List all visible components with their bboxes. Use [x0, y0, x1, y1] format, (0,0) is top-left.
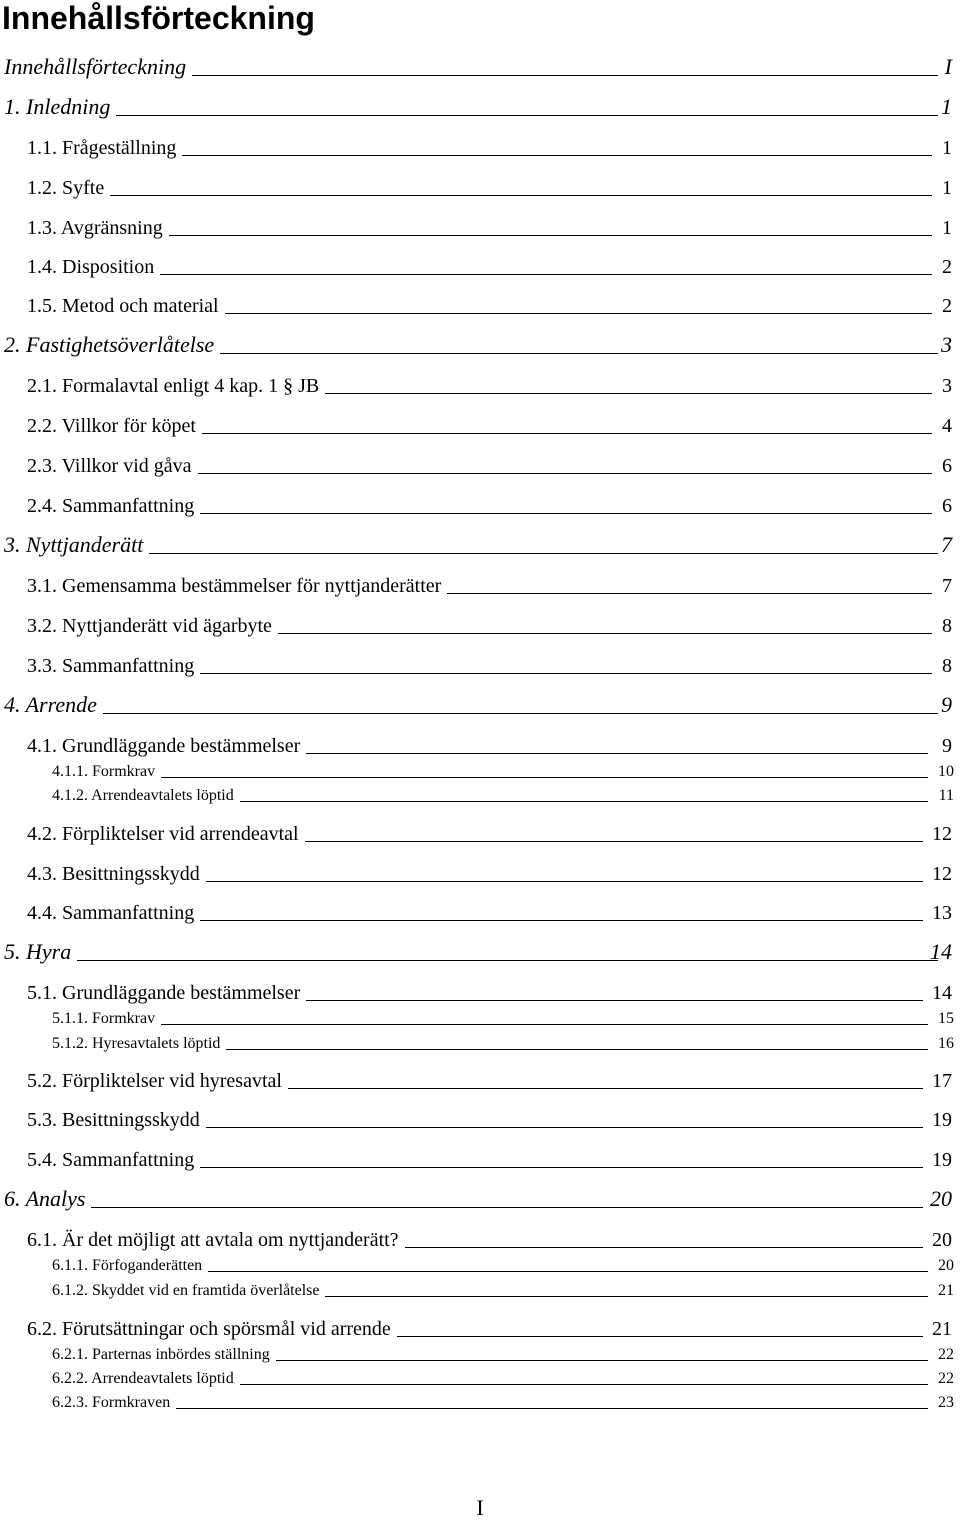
toc-leader-line [91, 1207, 923, 1208]
toc-entry-label: 4.3. Besittningsskydd [27, 863, 200, 885]
toc-entry[interactable] [0, 1389, 960, 1411]
toc-entry-page: I [944, 54, 952, 79]
toc-leader-line [305, 841, 923, 842]
toc-entry-label: 2.1. Formalavtal enligt 4 kap. 1 § JB [27, 375, 320, 397]
toc-leader-line [200, 1167, 923, 1168]
toc-leader-line [447, 593, 932, 594]
toc-entry-page: 15 [938, 1010, 954, 1027]
toc-leader-line [306, 753, 928, 754]
toc-entry-page: 14 [932, 982, 952, 1004]
toc-entry[interactable] [0, 249, 960, 277]
toc-leader-line [160, 274, 932, 275]
toc-leader-line [225, 313, 932, 314]
toc-entry[interactable] [0, 782, 960, 804]
toc-leader-line [200, 513, 932, 514]
toc-entry-page: 9 [941, 692, 952, 717]
toc-leader-line [240, 801, 928, 802]
toc-entry[interactable] [0, 130, 960, 158]
toc-entry[interactable] [0, 368, 960, 396]
toc-entry-label: 5.4. Sammanfattning [27, 1149, 195, 1171]
toc-entry-page: 21 [932, 1318, 952, 1340]
toc-entry-label: 6.2.2. Arrendeavtalets löptid [52, 1370, 234, 1387]
toc-leader-line [149, 553, 938, 554]
toc-entry-page: 11 [938, 787, 954, 804]
toc-entry-page: 14 [930, 939, 952, 964]
toc-entry-page: 1 [942, 217, 952, 239]
toc-entry[interactable] [0, 856, 960, 884]
toc-entry-page: 22 [938, 1370, 954, 1387]
toc-entry-label: 5.2. Förpliktelser vid hyresavtal [27, 1070, 282, 1092]
toc-leader-line [200, 673, 932, 674]
toc-entry-label: 4.1.2. Arrendeavtalets löptid [52, 787, 234, 804]
toc-leader-line [208, 1271, 928, 1272]
toc-entry-page: 13 [932, 902, 952, 924]
toc-entry-label: 5.3. Besittningsskydd [27, 1109, 200, 1131]
toc-entry-label: 6.1. Är det möjligt att avtala om nyttjanderätt? [27, 1229, 399, 1251]
toc-leader-line [200, 920, 923, 921]
toc-entry-page: 20 [938, 1257, 954, 1274]
toc-entry[interactable] [0, 528, 960, 556]
toc-entry-page: 3 [941, 332, 952, 357]
toc-entry[interactable] [0, 1277, 960, 1299]
toc-leader-line [169, 235, 932, 236]
toc-entry[interactable] [0, 1341, 960, 1363]
toc-entry-page: 10 [938, 763, 954, 780]
toc-entry-page: 6 [942, 455, 952, 477]
toc-entry-label: 1.4. Disposition [27, 256, 155, 278]
toc-leader-line [206, 881, 923, 882]
toc-entry-page: 8 [942, 655, 952, 677]
toc-entry-page: 2 [942, 295, 952, 317]
toc-entry-label: Innehållsförteckning [4, 54, 187, 79]
toc-entry-label: 3.2. Nyttjanderätt vid ägarbyte [27, 615, 272, 637]
toc-entry-label: 4.1. Grundläggande bestämmelser [27, 735, 301, 757]
toc-entry-page: 23 [938, 1394, 954, 1411]
toc-entry-label: 5.1.1. Formkrav [52, 1010, 156, 1027]
toc-entry-page: 7 [941, 532, 952, 557]
toc-leader-line [206, 1127, 923, 1128]
toc-entry-page: 21 [938, 1282, 954, 1299]
toc-entry-page: 19 [932, 1109, 952, 1131]
toc-entry[interactable] [0, 90, 960, 118]
toc-entry-page: 1 [942, 137, 952, 159]
toc-entry[interactable] [0, 1311, 960, 1339]
toc-entry-label: 1.1. Frågeställning [27, 137, 177, 159]
toc-entry-label: 2.4. Sammanfattning [27, 495, 195, 517]
toc-entry-page: 12 [932, 823, 952, 845]
toc-entry-label: 6.2.3. Formkraven [52, 1394, 171, 1411]
toc-entry-label: 2.2. Villkor för köpet [27, 415, 196, 437]
toc-leader-line [276, 1360, 928, 1361]
toc-entry[interactable] [0, 1222, 960, 1250]
toc-leader-line [110, 195, 932, 196]
toc-entry-label: 6.2.1. Parternas inbördes ställning [52, 1346, 270, 1363]
toc-entry-label: 5.1.2. Hyresavtalets löptid [52, 1035, 221, 1052]
toc-entry-label: 4.1.1. Formkrav [52, 763, 156, 780]
toc-entry[interactable] [0, 288, 960, 316]
toc-entry-page: 1 [941, 94, 952, 119]
toc-entry-label: 2.3. Villkor vid gåva [27, 455, 192, 477]
toc-leader-line [77, 960, 938, 961]
toc-leader-line [288, 1088, 923, 1089]
toc-entry-label: 4. Arrende [4, 692, 97, 717]
toc-entry[interactable] [0, 608, 960, 636]
toc-leader-line [405, 1247, 923, 1248]
toc-entry-page: 22 [938, 1346, 954, 1363]
toc-entry-page: 19 [932, 1149, 952, 1171]
toc-leader-line [278, 633, 932, 634]
toc-entry-page: 7 [942, 575, 952, 597]
toc-entry[interactable] [0, 1005, 960, 1027]
toc-entry[interactable] [0, 210, 960, 238]
toc-entry-label: 4.4. Sammanfattning [27, 902, 195, 924]
toc-entry[interactable] [0, 975, 960, 1003]
toc-leader-line [103, 713, 938, 714]
toc-leader-line [161, 777, 928, 778]
toc-leader-line [176, 1408, 928, 1409]
toc-leader-line [325, 1296, 928, 1297]
toc-entry-label: 6.2. Förutsättningar och spörsmål vid arrende [27, 1318, 391, 1340]
toc-entry-page: 8 [942, 615, 952, 637]
toc-entry[interactable] [0, 568, 960, 596]
toc-entry[interactable] [0, 688, 960, 716]
toc-entry[interactable] [0, 1252, 960, 1274]
page-number: I [476, 1495, 484, 1520]
toc-entry[interactable] [0, 50, 960, 78]
toc-entry[interactable] [0, 728, 960, 756]
toc-leader-line [192, 75, 938, 76]
toc-entry-page: 2 [942, 256, 952, 278]
toc-leader-line [325, 393, 932, 394]
toc-leader-line [220, 353, 938, 354]
toc-leader-line [226, 1049, 928, 1050]
toc-entry[interactable] [0, 1142, 960, 1170]
toc-entry-label: 1.3. Avgränsning [27, 217, 163, 239]
toc-entry-label: 6. Analys [4, 1186, 86, 1211]
toc-entry[interactable] [0, 895, 960, 923]
toc-entry[interactable] [0, 328, 960, 356]
toc-entry-label: 3.3. Sammanfattning [27, 655, 195, 677]
toc-entry[interactable] [0, 1182, 960, 1210]
toc-leader-line [161, 1024, 928, 1025]
toc-leader-line [397, 1336, 923, 1337]
toc-leader-line [182, 155, 932, 156]
toc-entry[interactable] [0, 816, 960, 844]
toc-entry-page: 1 [942, 177, 952, 199]
toc-entry[interactable] [0, 758, 960, 780]
toc-entry-label: 3. Nyttjanderätt [4, 532, 144, 557]
toc-entry-label: 1.5. Metod och material [27, 295, 219, 317]
toc-entry-page: 6 [942, 495, 952, 517]
toc-leader-line [116, 115, 938, 116]
toc-entry-page: 4 [942, 415, 952, 437]
toc-entry[interactable] [0, 935, 960, 963]
toc-entry-page: 16 [938, 1035, 954, 1052]
toc-entry-page: 3 [942, 375, 952, 397]
page-title: Innehållsförteckning [2, 0, 315, 36]
toc-entry[interactable] [0, 1365, 960, 1387]
toc-entry[interactable] [0, 448, 960, 476]
toc-entry-label: 4.2. Förpliktelser vid arrendeavtal [27, 823, 299, 845]
toc-entry-label: 2. Fastighetsöverlåtelse [4, 332, 215, 357]
toc-entry-label: 3.1. Gemensamma bestämmelser för nyttjanderätter [27, 575, 442, 597]
toc-entry-label: 1.2. Syfte [27, 177, 105, 199]
toc-leader-line [202, 433, 932, 434]
toc-entry[interactable] [0, 1030, 960, 1052]
toc-entry-page: 12 [932, 863, 952, 885]
toc-leader-line [306, 1000, 923, 1001]
toc-entry-label: 5.1. Grundläggande bestämmelser [27, 982, 301, 1004]
toc-entry[interactable] [0, 488, 960, 516]
toc-entry[interactable] [0, 1063, 960, 1091]
toc-entry[interactable] [0, 1102, 960, 1130]
toc-leader-line [240, 1384, 928, 1385]
toc-leader-line [198, 473, 932, 474]
toc-entry-page: 20 [930, 1186, 952, 1211]
toc-entry[interactable] [0, 408, 960, 436]
toc-entry-page: 17 [932, 1070, 952, 1092]
toc-entry[interactable] [0, 648, 960, 676]
toc-entry-label: 6.1.1. Förfoganderätten [52, 1257, 203, 1274]
toc-entry-label: 5. Hyra [4, 939, 72, 964]
toc-entry-page: 20 [932, 1229, 952, 1251]
toc-entry[interactable] [0, 170, 960, 198]
toc-entry-label: 6.1.2. Skyddet vid en framtida överlåtelse [52, 1282, 320, 1299]
toc-entry-page: 9 [942, 735, 952, 757]
toc-entry-label: 1. Inledning [4, 94, 111, 119]
